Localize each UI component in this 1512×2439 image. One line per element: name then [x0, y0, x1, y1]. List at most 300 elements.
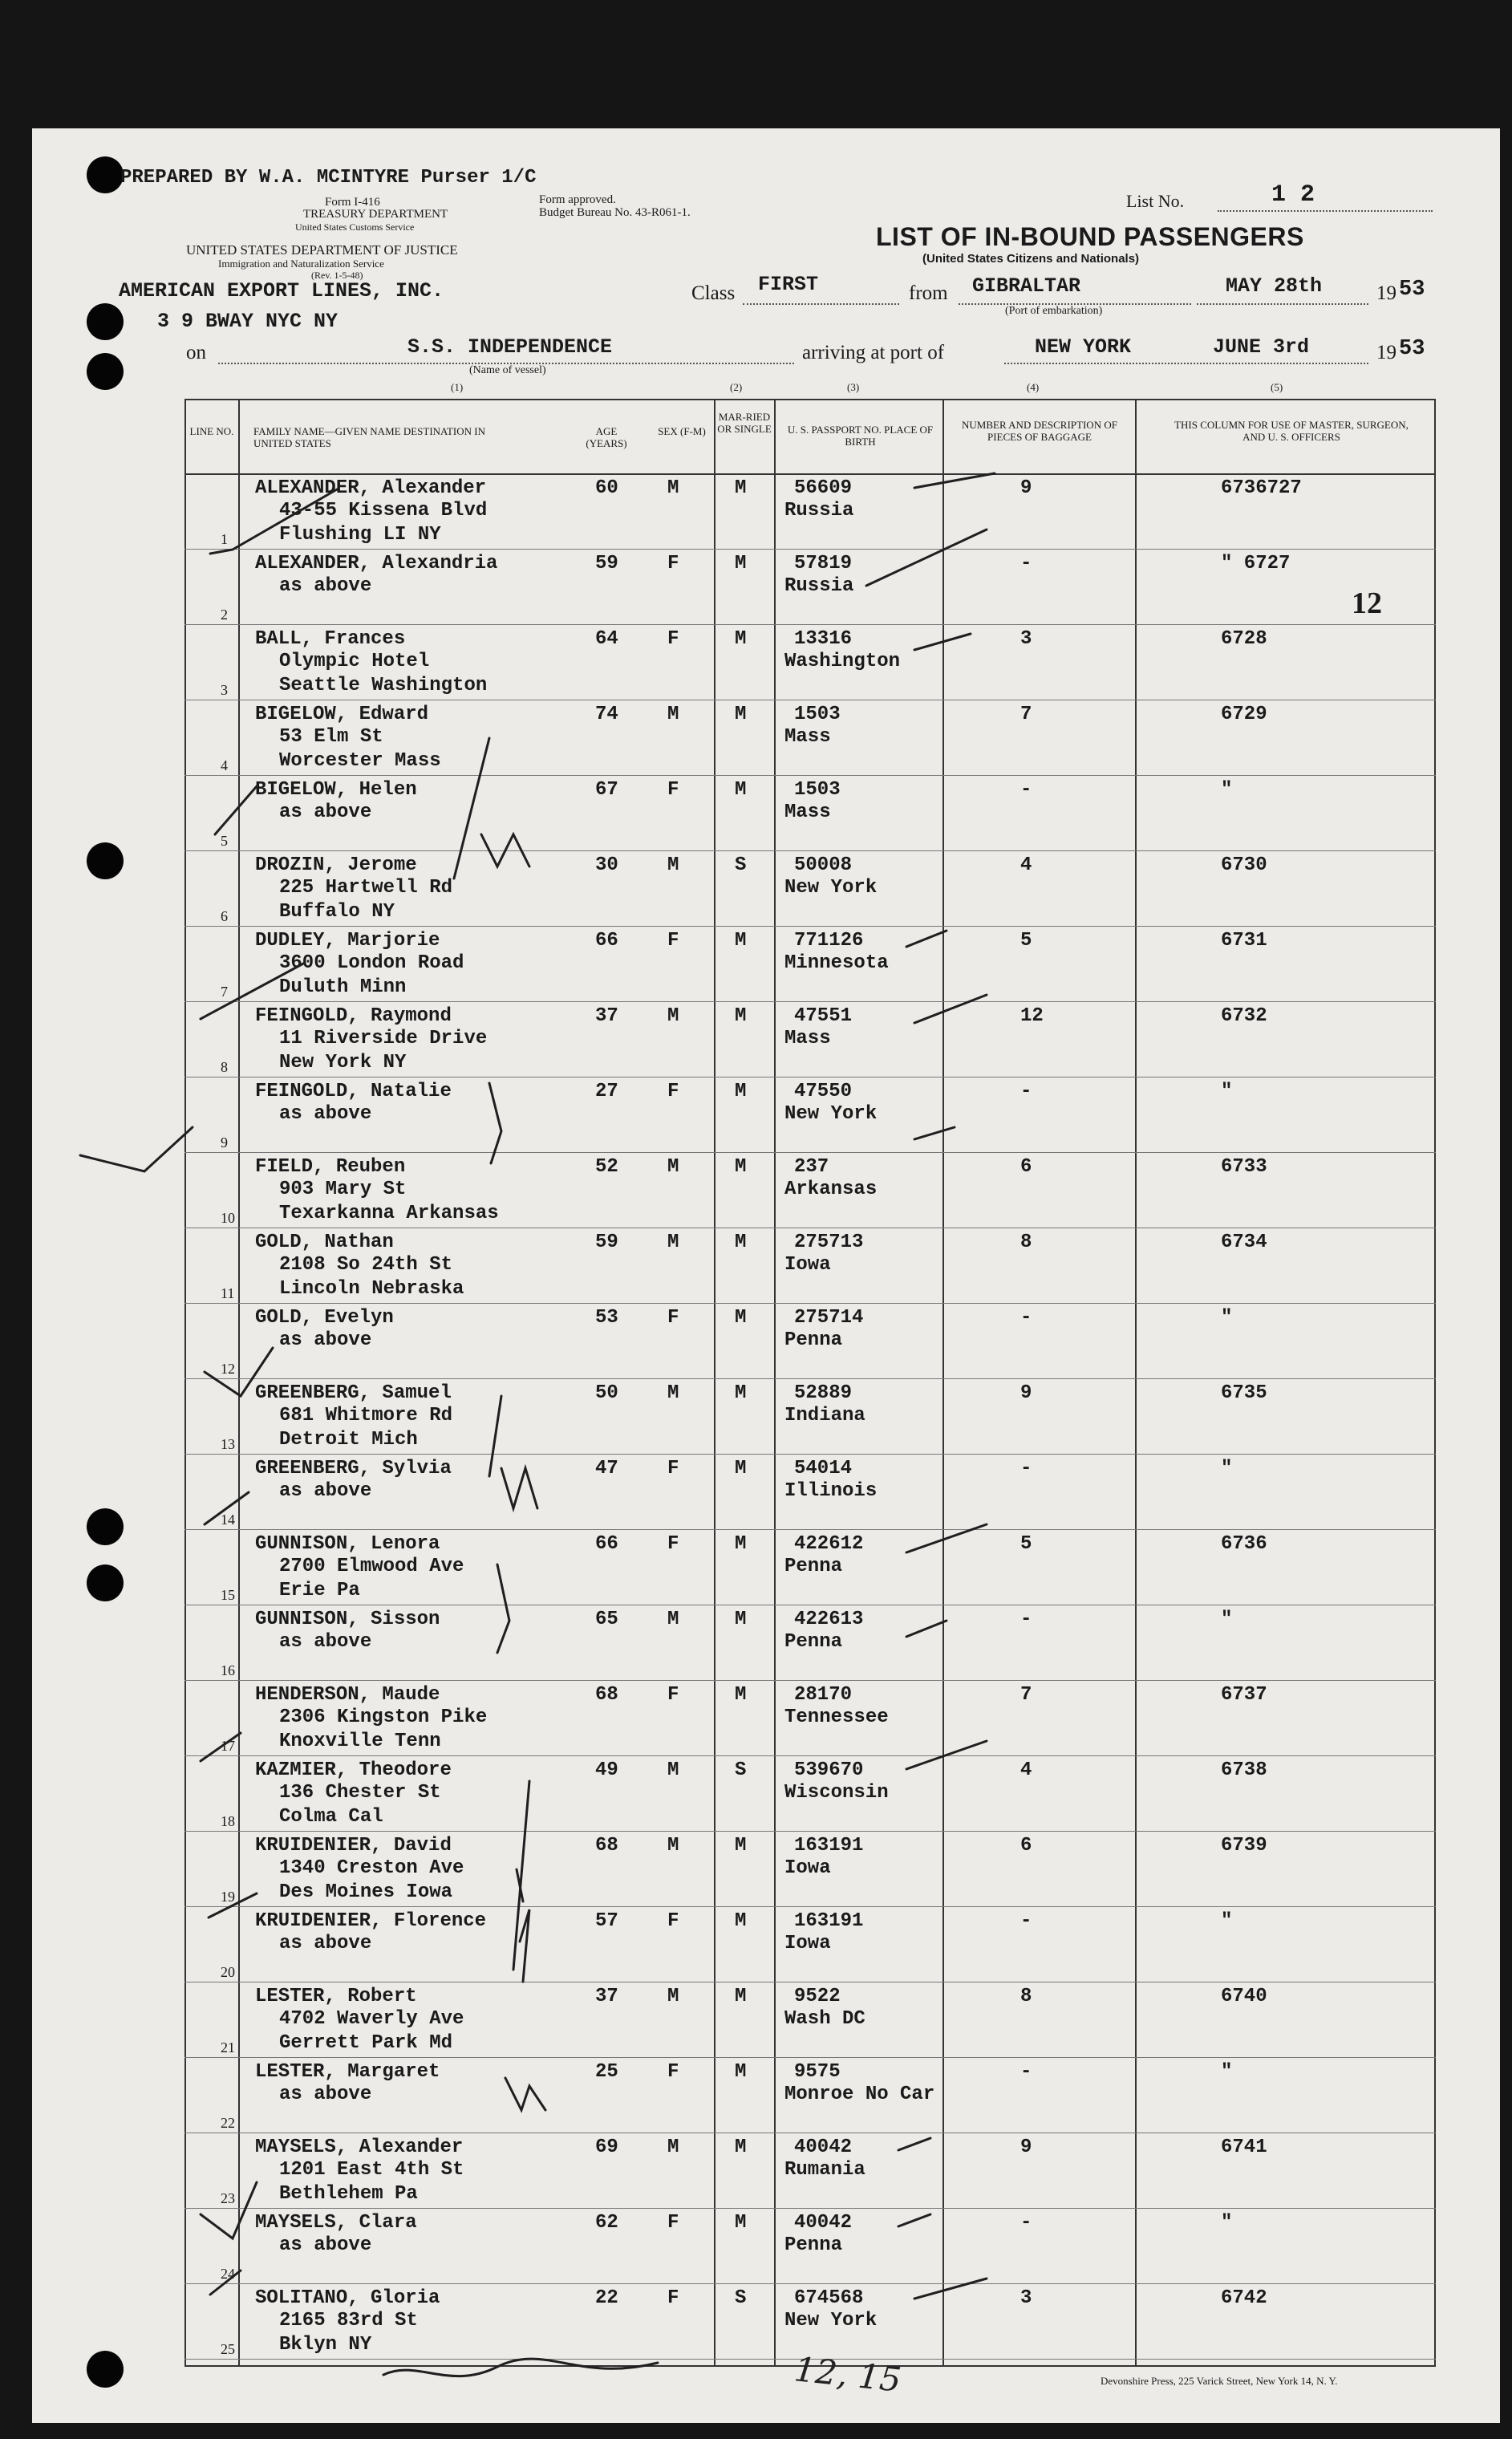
sex: M [667, 854, 679, 876]
line-number: 9 [221, 1134, 228, 1151]
class-label: Class [691, 282, 736, 304]
officer-entry: 6733 [1221, 1156, 1267, 1178]
baggage-count: - [1020, 2061, 1032, 2083]
passport-number: 57819 [794, 553, 853, 574]
place-of-birth: Penna [784, 1631, 843, 1653]
sex: F [667, 2287, 679, 2309]
passenger-name: KAZMIER, Theodore [255, 1759, 452, 1781]
passport-number: 163191 [794, 1910, 864, 1932]
class-value: FIRST [758, 273, 819, 296]
budget-bureau: Budget Bureau No. 43-R061-1. [539, 206, 691, 219]
passenger-name: MAYSELS, Clara [255, 2212, 417, 2234]
destination-line-1: 3600 London Road [279, 952, 464, 974]
baggage-count: 7 [1020, 1684, 1032, 1706]
destination-line-2: Buffalo NY [279, 901, 395, 923]
passenger-name: GUNNISON, Sisson [255, 1609, 440, 1630]
destination-line-1: as above [279, 2234, 372, 2256]
revision: (Rev. 1-5-48) [311, 270, 363, 281]
age: 37 [595, 1986, 618, 2007]
passport-number: 40042 [794, 2212, 853, 2234]
line-number: 18 [221, 1813, 235, 1829]
sex: M [667, 2137, 679, 2158]
officer-entry: " [1221, 1458, 1233, 1479]
sex: M [667, 1609, 679, 1630]
printer-imprint: Devonshire Press, 225 Varick Street, New York 14, N. Y. [1101, 2375, 1338, 2387]
line-number: 5 [221, 833, 228, 849]
officer-entry: " 6727 [1221, 553, 1291, 574]
line-number: 7 [221, 984, 228, 1000]
place-of-birth: Illinois [784, 1480, 878, 1502]
place-of-birth: Iowa [784, 1857, 831, 1879]
departure-year-prefix: 19 [1376, 282, 1396, 304]
immigration-service: Immigration and Naturalization Service [218, 258, 384, 270]
place-of-birth: New York [784, 2310, 878, 2331]
marital-status: M [735, 779, 747, 801]
destination-line-1: 225 Hartwell Rd [279, 877, 453, 899]
line-number: 8 [221, 1059, 228, 1075]
age: 59 [595, 1232, 618, 1253]
col-header-officers: THIS COLUMN FOR USE OF MASTER, SURGEON, AND U. S. OFFICERS [1174, 419, 1409, 443]
arriving-label: arriving at port of [802, 342, 945, 363]
age: 65 [595, 1609, 618, 1630]
list-no-label: List No. [1126, 191, 1185, 211]
sex: F [667, 1684, 679, 1706]
passport-number: 237 [794, 1156, 829, 1178]
age: 64 [595, 628, 618, 650]
arrival-year: 53 [1399, 337, 1425, 361]
officer-entry: 6739 [1221, 1835, 1267, 1857]
destination-line-1: 11 Riverside Drive [279, 1028, 488, 1049]
destination-line-1: 2700 Elmwood Ave [279, 1556, 464, 1577]
age: 47 [595, 1458, 618, 1479]
marital-status: S [735, 2287, 747, 2309]
marital-status: M [735, 477, 747, 499]
destination-line-1: 2165 83rd St [279, 2310, 418, 2331]
passenger-name: BALL, Frances [255, 628, 406, 650]
col-header-baggage: NUMBER AND DESCRIPTION OF PIECES OF BAGGAGE [962, 419, 1117, 443]
passport-number: 28170 [794, 1684, 853, 1706]
sex: F [667, 1910, 679, 1932]
justice-dept: UNITED STATES DEPARTMENT OF JUSTICE [186, 242, 458, 258]
destination-line-2: Gerrett Park Md [279, 2032, 453, 2054]
age: 74 [595, 704, 618, 725]
baggage-count: - [1020, 1609, 1032, 1630]
marital-status: M [735, 1533, 747, 1555]
age: 50 [595, 1382, 618, 1404]
passport-number: 422612 [794, 1533, 864, 1555]
embarkation-note: (Port of embarkation) [1005, 305, 1103, 317]
age: 59 [595, 553, 618, 574]
baggage-count: 5 [1020, 930, 1032, 952]
marital-status: M [735, 1382, 747, 1404]
passenger-name: ALEXANDER, Alexandria [255, 553, 498, 574]
marital-status: M [735, 1232, 747, 1253]
age: 25 [595, 2061, 618, 2083]
passenger-name: GREENBERG, Sylvia [255, 1458, 452, 1479]
passport-number: 54014 [794, 1458, 853, 1479]
destination-line-1: as above [279, 1631, 372, 1653]
age: 49 [595, 1759, 618, 1781]
destination-line-1: 1201 East 4th St [279, 2159, 464, 2181]
officer-entry: 6738 [1221, 1759, 1267, 1781]
line-number: 23 [221, 2190, 235, 2206]
line-number: 15 [221, 1587, 235, 1603]
marital-status: M [735, 1307, 747, 1329]
destination-line-2: Detroit Mich [279, 1429, 418, 1451]
margin-number: 12 [1352, 586, 1382, 620]
prepared-by: PREPARED BY W.A. MCINTYRE Purser 1/C [120, 167, 537, 189]
place-of-birth: Mass [784, 802, 831, 823]
age: 53 [595, 1307, 618, 1329]
destination-line-2: Texarkanna Arkansas [279, 1203, 499, 1224]
age: 66 [595, 1533, 618, 1555]
marital-status: M [735, 553, 747, 574]
line-number: 11 [221, 1285, 235, 1301]
passenger-name: KRUIDENIER, Florence [255, 1910, 487, 1932]
col-num: (2) [730, 381, 743, 393]
list-number: 1 2 [1271, 181, 1315, 209]
officer-entry: 6730 [1221, 854, 1267, 876]
destination-line-1: 681 Whitmore Rd [279, 1405, 453, 1426]
sex: M [667, 1835, 679, 1857]
vessel-name: S.S. INDEPENDENCE [407, 335, 613, 359]
officer-entry: 6728 [1221, 628, 1267, 650]
passport-number: 422613 [794, 1609, 864, 1630]
line-number: 2 [221, 607, 228, 623]
arrival-year-prefix: 19 [1376, 342, 1396, 363]
baggage-count: - [1020, 1458, 1032, 1479]
passport-number: 1503 [794, 779, 841, 801]
sex: F [667, 1533, 679, 1555]
passport-number: 56609 [794, 477, 853, 499]
place-of-birth: Mass [784, 726, 831, 748]
baggage-count: - [1020, 779, 1032, 801]
baggage-count: 4 [1020, 1759, 1032, 1781]
marital-status: M [735, 1156, 747, 1178]
line-number: 20 [221, 1964, 235, 1980]
officer-entry: 6731 [1221, 930, 1267, 952]
baggage-count: 7 [1020, 704, 1032, 725]
officer-entry: 6737 [1221, 1684, 1267, 1706]
destination-line-2: Bethlehem Pa [279, 2183, 418, 2205]
destination-line-1: as above [279, 575, 372, 597]
place-of-birth: Russia [784, 500, 854, 521]
passenger-name: BIGELOW, Helen [255, 779, 417, 801]
baggage-count: 4 [1020, 854, 1032, 876]
marital-status: M [735, 2137, 747, 2158]
departure-year: 53 [1399, 278, 1425, 302]
baggage-count: 3 [1020, 628, 1032, 650]
officer-entry: " [1221, 1307, 1233, 1329]
age: 69 [595, 2137, 618, 2158]
passport-number: 50008 [794, 854, 853, 876]
place-of-birth: Mass [784, 1028, 831, 1049]
destination-line-1: 903 Mary St [279, 1179, 407, 1200]
col-num: (1) [451, 381, 464, 393]
destination-line-2: Des Moines Iowa [279, 1881, 453, 1903]
destination-line-1: 136 Chester St [279, 1782, 441, 1804]
officer-entry: 6736 [1221, 1533, 1267, 1555]
destination-line-1: as above [279, 1103, 372, 1125]
place-of-birth: Rumania [784, 2159, 865, 2181]
destination-line-1: 2108 So 24th St [279, 1254, 453, 1276]
passenger-name: SOLITANO, Gloria [255, 2287, 440, 2309]
baggage-count: - [1020, 553, 1032, 574]
passenger-name: ALEXANDER, Alexander [255, 477, 487, 499]
line-number: 25 [221, 2341, 235, 2357]
sex: M [667, 1759, 679, 1781]
baggage-count: 8 [1020, 1232, 1032, 1253]
line-number: 19 [221, 1889, 235, 1905]
destination-line-2: Duluth Minn [279, 976, 407, 998]
marital-status: M [735, 2061, 747, 2083]
destination-line-2: Knoxville Tenn [279, 1731, 441, 1752]
sex: M [667, 1382, 679, 1404]
baggage-count: - [1020, 1081, 1032, 1102]
destination-line-2: Colma Cal [279, 1806, 383, 1828]
place-of-birth: Arkansas [784, 1179, 878, 1200]
line-number: 3 [221, 682, 228, 698]
line-number: 17 [221, 1738, 235, 1754]
age: 68 [595, 1684, 618, 1706]
passenger-name: MAYSELS, Alexander [255, 2137, 464, 2158]
sex: M [667, 477, 679, 499]
passport-number: 163191 [794, 1835, 864, 1857]
officer-entry: 6736727 [1221, 477, 1302, 499]
sex: F [667, 2061, 679, 2083]
officer-entry: 6734 [1221, 1232, 1267, 1253]
passport-number: 47551 [794, 1005, 853, 1027]
passenger-name: GOLD, Evelyn [255, 1307, 394, 1329]
destination-line-2: Bklyn NY [279, 2334, 372, 2356]
sex: M [667, 1986, 679, 2007]
passport-number: 674568 [794, 2287, 864, 2309]
passenger-name: FEINGOLD, Raymond [255, 1005, 452, 1027]
line-number: 16 [221, 1662, 235, 1678]
passenger-name: GREENBERG, Samuel [255, 1382, 452, 1404]
age: 66 [595, 930, 618, 952]
passport-number: 13316 [794, 628, 853, 650]
place-of-birth: Penna [784, 1329, 843, 1351]
passport-number: 52889 [794, 1382, 853, 1404]
destination-line-1: 53 Elm St [279, 726, 383, 748]
line-number: 13 [221, 1436, 235, 1452]
passport-number: 1503 [794, 704, 841, 725]
passport-number: 275713 [794, 1232, 864, 1253]
col-header-age: AGE (YEARS) [586, 425, 627, 449]
age: 30 [595, 854, 618, 876]
arrival-date: JUNE 3rd [1213, 335, 1310, 359]
sex: M [667, 1005, 679, 1027]
destination-line-1: 4702 Waverly Ave [279, 2008, 464, 2030]
company-address: 3 9 BWAY NYC NY [157, 310, 338, 333]
destination-line-1: as above [279, 1480, 372, 1502]
age: 37 [595, 1005, 618, 1027]
line-number: 22 [221, 2115, 235, 2131]
age: 60 [595, 477, 618, 499]
form-approved: Form approved. [539, 193, 616, 206]
passport-number: 47550 [794, 1081, 853, 1102]
place-of-birth: Iowa [784, 1254, 831, 1276]
destination-line-2: Lincoln Nebraska [279, 1278, 464, 1300]
form-number: Form I-416 [325, 196, 380, 209]
destination-line-1: as above [279, 1329, 372, 1351]
passenger-name: GUNNISON, Lenora [255, 1533, 440, 1555]
age: 67 [595, 779, 618, 801]
marital-status: M [735, 1684, 747, 1706]
destination-line-2: Worcester Mass [279, 750, 441, 772]
departure-date: MAY 28th [1226, 274, 1323, 298]
page-title: LIST OF IN-BOUND PASSENGERS [876, 222, 1304, 251]
officer-entry: " [1221, 2212, 1233, 2234]
marital-status: M [735, 1458, 747, 1479]
destination-line-1: as above [279, 1933, 372, 1954]
destination-line-1: 43-55 Kissena Blvd [279, 500, 488, 521]
sex: M [667, 704, 679, 725]
passenger-name: FIELD, Reuben [255, 1156, 406, 1178]
customs-service: United States Customs Service [295, 221, 415, 233]
passport-number: 539670 [794, 1759, 864, 1781]
sex: F [667, 2212, 679, 2234]
sex: F [667, 930, 679, 952]
passenger-name: BIGELOW, Edward [255, 704, 429, 725]
officer-entry: 6741 [1221, 2137, 1267, 2158]
place-of-birth: Minnesota [784, 952, 889, 974]
place-of-birth: Tennessee [784, 1706, 889, 1728]
place-of-birth: Wisconsin [784, 1782, 889, 1804]
arrival-port: NEW YORK [1035, 335, 1132, 359]
passenger-name: LESTER, Robert [255, 1986, 417, 2007]
age: 68 [595, 1835, 618, 1857]
destination-line-1: Olympic Hotel [279, 651, 430, 672]
line-number: 24 [221, 2266, 235, 2282]
passport-number: 40042 [794, 2137, 853, 2158]
sex: F [667, 1307, 679, 1329]
destination-line-1: as above [279, 802, 372, 823]
place-of-birth: Penna [784, 1556, 843, 1577]
on-label: on [186, 342, 206, 363]
sex: M [667, 1156, 679, 1178]
col-header-married: MAR-RIED OR SINGLE [717, 411, 772, 435]
col-header-name: FAMILY NAME—GIVEN NAME DESTINATION IN UNITED STATES [253, 425, 486, 449]
baggage-count: 9 [1020, 2137, 1032, 2158]
baggage-count: - [1020, 2212, 1032, 2234]
destination-line-1: as above [279, 2084, 372, 2105]
marital-status: M [735, 2212, 747, 2234]
place-of-birth: New York [784, 877, 878, 899]
destination-line-2: Erie Pa [279, 1580, 360, 1601]
line-number: 4 [221, 757, 228, 773]
destination-line-1: 1340 Creston Ave [279, 1857, 464, 1879]
sex: F [667, 779, 679, 801]
age: 22 [595, 2287, 618, 2309]
col-num: (5) [1271, 381, 1283, 393]
place-of-birth: Iowa [784, 1933, 831, 1954]
officer-entry: 6742 [1221, 2287, 1267, 2309]
passport-number: 9522 [794, 1986, 841, 2007]
marital-status: M [735, 628, 747, 650]
handwritten-tally: 12, 15 [792, 2349, 903, 2400]
col-header-line: LINE NO. [189, 425, 234, 437]
marital-status: M [735, 704, 747, 725]
passenger-name: HENDERSON, Maude [255, 1684, 440, 1706]
vessel-note: (Name of vessel) [469, 364, 546, 376]
passenger-name: KRUIDENIER, David [255, 1835, 452, 1857]
place-of-birth: Washington [784, 651, 901, 672]
age: 62 [595, 2212, 618, 2234]
officer-entry: 6735 [1221, 1382, 1267, 1404]
sex: F [667, 628, 679, 650]
baggage-count: 5 [1020, 1533, 1032, 1555]
baggage-count: 12 [1020, 1005, 1044, 1027]
place-of-birth: Wash DC [784, 2008, 865, 2030]
embarkation-port: GIBRALTAR [972, 274, 1081, 298]
baggage-count: 6 [1020, 1156, 1032, 1178]
col-header-sex: SEX (F-M) [658, 425, 706, 437]
age: 57 [595, 1910, 618, 1932]
age: 27 [595, 1081, 618, 1102]
destination-line-1: 2306 Kingston Pike [279, 1706, 488, 1728]
line-number: 10 [221, 1210, 235, 1226]
shipping-company: AMERICAN EXPORT LINES, INC. [119, 279, 444, 302]
age: 52 [595, 1156, 618, 1178]
passport-number: 771126 [794, 930, 864, 952]
baggage-count: - [1020, 1307, 1032, 1329]
place-of-birth: New York [784, 1103, 878, 1125]
baggage-count: 9 [1020, 1382, 1032, 1404]
page-subtitle: (United States Citizens and Nationals) [922, 252, 1140, 266]
col-header-passport: U. S. PASSPORT NO. PLACE OF BIRTH [787, 424, 934, 448]
sex: F [667, 1081, 679, 1102]
col-num: (3) [847, 381, 860, 393]
line-number: 12 [221, 1361, 235, 1377]
marital-status: M [735, 1081, 747, 1102]
marital-status: M [735, 1609, 747, 1630]
marital-status: S [735, 854, 747, 876]
marital-status: M [735, 1910, 747, 1932]
marital-status: M [735, 930, 747, 952]
sex: F [667, 553, 679, 574]
col-num: (4) [1027, 381, 1040, 393]
line-number: 21 [221, 2039, 235, 2055]
place-of-birth: Penna [784, 2234, 843, 2256]
treasury-dept: TREASURY DEPARTMENT [303, 208, 448, 221]
passport-number: 9575 [794, 2061, 841, 2083]
baggage-count: 3 [1020, 2287, 1032, 2309]
passenger-name: LESTER, Margaret [255, 2061, 440, 2083]
officer-entry: 6732 [1221, 1005, 1267, 1027]
destination-line-2: Flushing LI NY [279, 524, 441, 546]
officer-entry: " [1221, 779, 1233, 801]
passenger-name: DUDLEY, Marjorie [255, 930, 440, 952]
line-number: 6 [221, 908, 228, 924]
destination-line-2: Seattle Washington [279, 675, 488, 696]
passenger-name: GOLD, Nathan [255, 1232, 394, 1253]
officer-entry: " [1221, 2061, 1233, 2083]
baggage-count: 8 [1020, 1986, 1032, 2007]
marital-status: S [735, 1759, 747, 1781]
sex: F [667, 1458, 679, 1479]
place-of-birth: Russia [784, 575, 854, 597]
officer-entry: 6740 [1221, 1986, 1267, 2007]
passenger-name: FEINGOLD, Natalie [255, 1081, 452, 1102]
officer-entry: " [1221, 1609, 1233, 1630]
destination-line-2: New York NY [279, 1052, 407, 1073]
place-of-birth: Indiana [784, 1405, 865, 1426]
officer-entry: " [1221, 1081, 1233, 1102]
line-number: 14 [221, 1512, 235, 1528]
passenger-name: DROZIN, Jerome [255, 854, 417, 876]
